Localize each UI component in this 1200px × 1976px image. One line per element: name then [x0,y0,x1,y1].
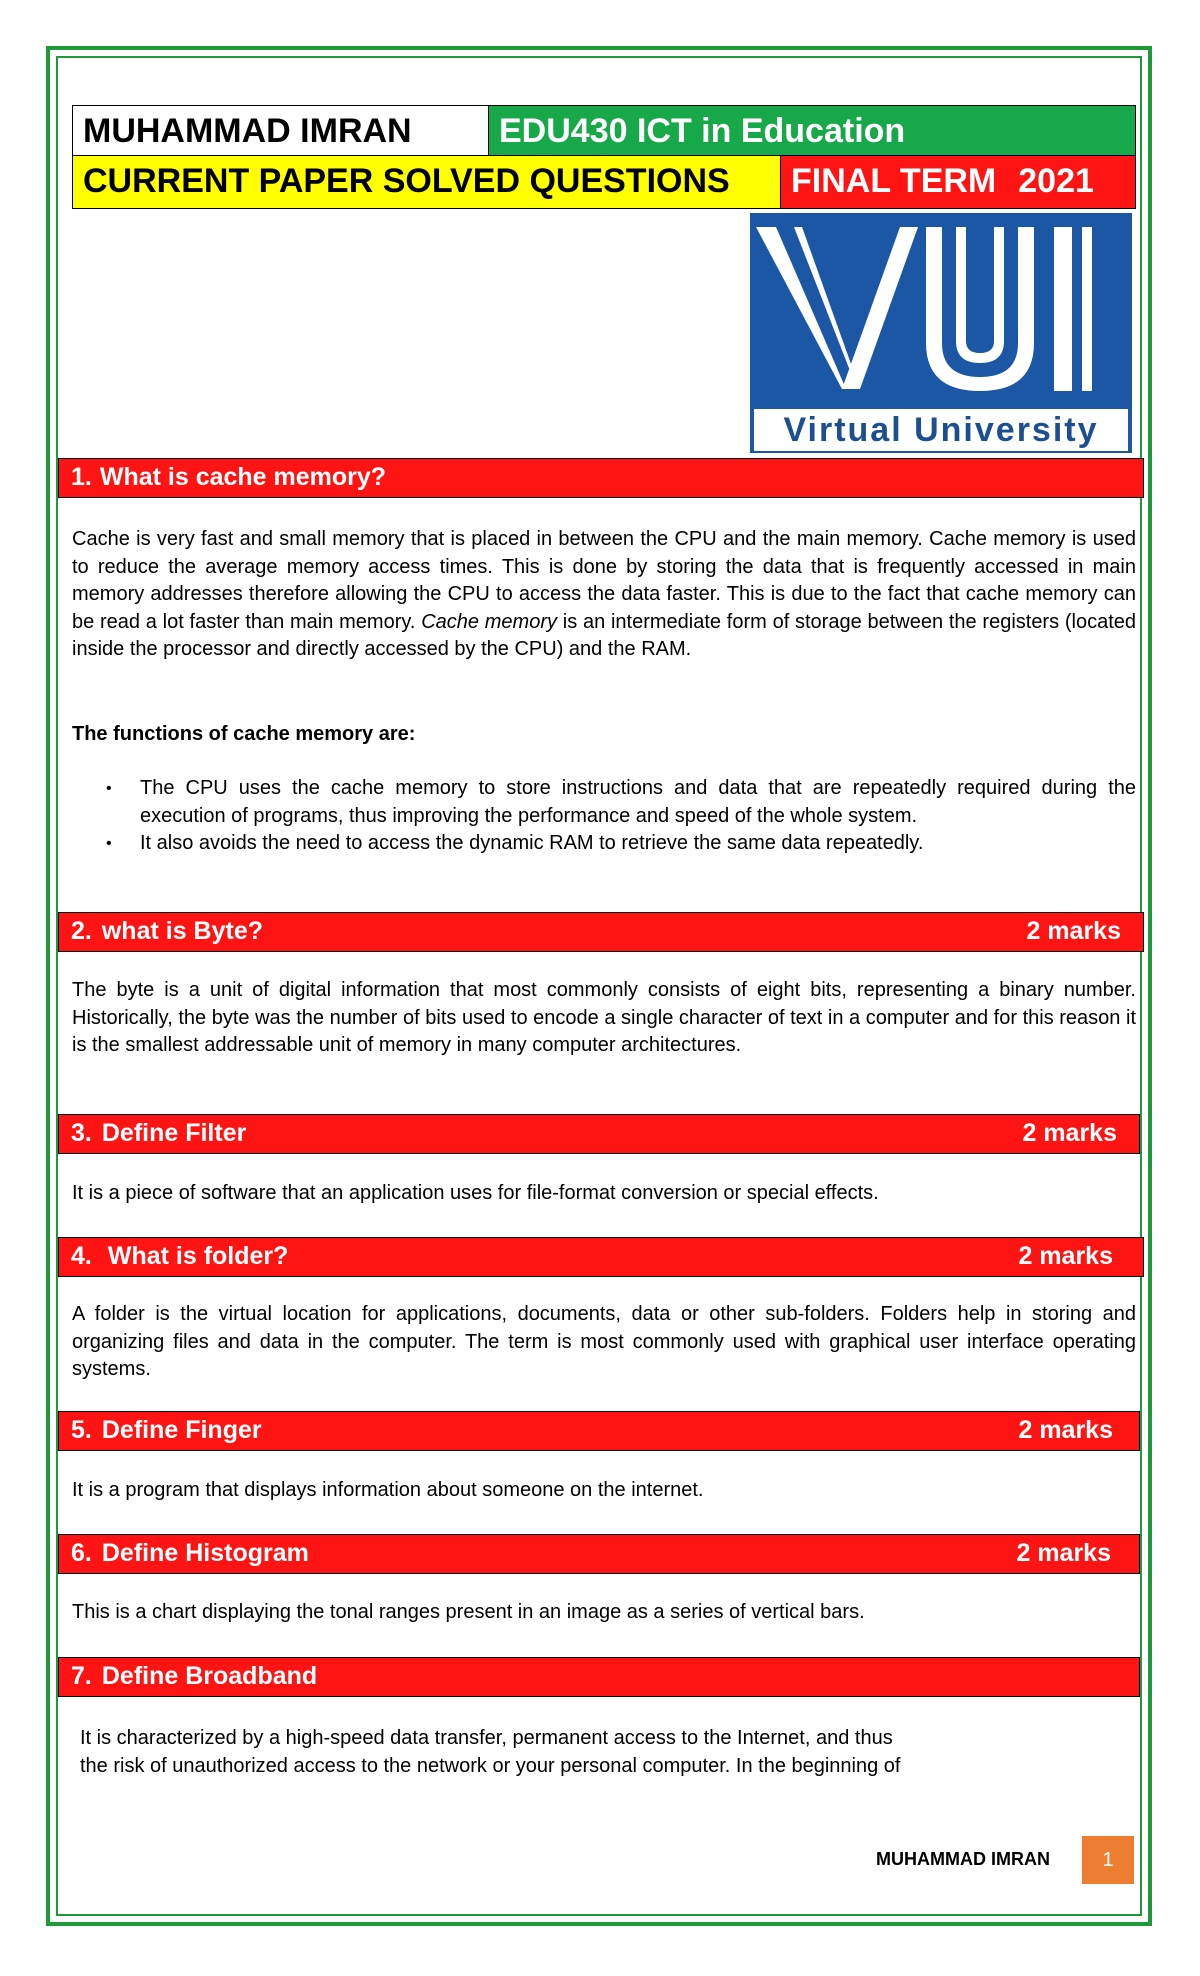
author-cell: MUHAMMAD IMRAN [73,106,489,156]
answer-7-line-1: It is characterized by a high-speed data transfer, permanent access to the Internet, and thus [80,1727,893,1749]
question-title: Define Finger [101,1416,262,1444]
question-title: what is Byte? [101,917,264,945]
functions-heading: The functions of cache memory are: [72,723,416,745]
question-bar-6: 6. Define Histogram 2 marks [58,1534,1140,1574]
answer-7 [80,1725,1130,1780]
answer-5: It is a program that displays information about someone on the internet. [72,1479,704,1501]
footer-author: MUHAMMAD IMRAN [876,1849,1050,1869]
list-item: • The CPU uses the cache memory to store instructions and data that are repeatedly required during the execution of programs, thus improving the performance and speed of the whole system. [106,777,1136,827]
marks-label: 2 marks [1022,1119,1117,1147]
term-year: 2021 [1018,162,1094,200]
question-bar-5: 5. Define Finger 2 marks [58,1411,1140,1451]
answer-1-emphasis: Cache memory [421,610,558,633]
term-cell [781,156,1135,208]
marks-label: 2 marks [1016,1539,1111,1567]
answer-1 [72,526,1136,664]
question-title: What is cache memory? [99,463,387,491]
question-bar-7: 7. Define Broadband [58,1657,1140,1697]
question-number: 1. [71,463,92,491]
paper-title-cell: CURRENT PAPER SOLVED QUESTIONS [73,156,781,208]
vu-logo-caption: Virtual University [783,411,1099,449]
answer-4: A folder is the virtual location for applications, documents, data or other sub-folders. Folders help in storing and organizing files and data in the computer. The term is most commonly used with graphical user interface operating systems. [72,1303,1136,1380]
marks-label: 2 marks [1018,1416,1113,1444]
marks-label: 2 marks [1018,1242,1113,1270]
answer-6: This is a chart displaying the tonal ranges present in an image as a series of vertical bars. [72,1601,865,1623]
marks-label: 2 marks [1026,917,1121,945]
vu-logo-mark [750,213,1132,409]
question-title: Define Broadband [101,1662,318,1690]
question-bar-4: 4. What is folder? 2 marks [58,1237,1144,1277]
vu-logo [748,211,1134,455]
list-item: • It also avoids the need to access the dynamic RAM to retrieve the same data repeatedly. [106,832,924,854]
question-bar-2: 2. what is Byte? 2 marks [58,912,1144,952]
question-bar-1 [58,458,1144,498]
course-cell: EDU430 ICT in Education [489,106,1135,156]
question-title: Define Filter [101,1119,247,1147]
answer-7-line-2: the risk of unauthorized access to the network or your personal computer. In the beginning of [80,1754,901,1777]
question-bar-3: 3. Define Filter 2 marks [58,1114,1140,1154]
header-table [72,105,1136,209]
answer-2: The byte is a unit of digital information that most commonly consists of eight bits, representing a binary number. Historically, the byte was the number of bits used to encode a single character of text in a computer and for this reason it is the smallest addressable unit of memory in many computer architectures. [72,979,1136,1056]
answer-3: It is a piece of software that an application uses for file-format conversion or special effects. [72,1182,879,1204]
term-label: FINAL TERM [791,162,997,200]
answer-1-part1: Cache is very fast and small memory that is placed in between the CPU and the main memory. Cache memory is used to reduce the average memory access times. This is done by storing the data that is frequently accessed in main memory addresses therefore allowing the CPU to access the data faster. This is due to the fact that cache memory can be read a lot faster than main memory. [72,528,1136,633]
answer-1-part2: is an intermediate form of storage between the registers (located inside the processor and directly accessed by the CPU) and the RAM. [72,610,1137,660]
page-number: 1 [1082,1836,1134,1884]
question-title: What is folder? [107,1242,289,1270]
functions-list [72,775,1136,858]
question-title: Define Histogram [101,1539,309,1567]
